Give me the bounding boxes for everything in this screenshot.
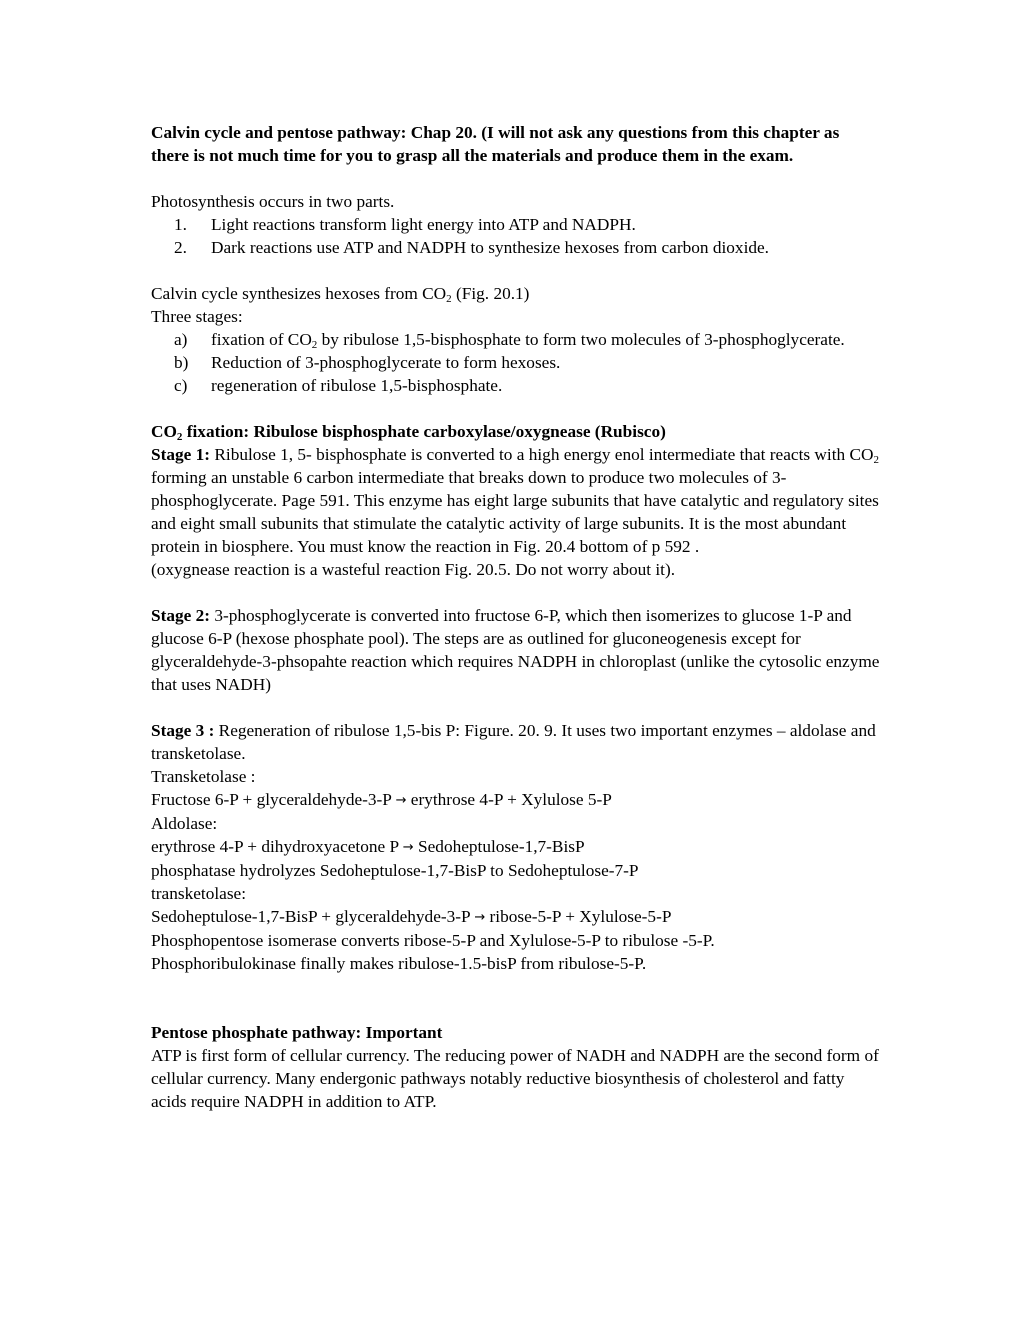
- stage1-paragraph: Stage 1: Ribulose 1, 5- bisphosphate is converted to a high energy enol intermediate that reacts with $CO_2$ forming an unstable 6 carbon intermediate that breaks down to produce two molecules of 3-phosphoglycerate. Page 591. This enzyme has eight large subunits that have catalytic and regulatory sites and eight small subunits that stimulate the catalytic activity of large subunits. It is the most abundant protein in biosphere. You must know the reaction in Fig. 20.4 bottom of p 592 .: [151, 445, 879, 556]
- stages-label: Three stages:: [151, 307, 243, 326]
- pentose-paragraph: ATP is first form of cellular currency. The reducing power of NADH and NADPH are the second form of cellular currency. Many endergonic pathways notably reductive biosynthesis of cholesterol and fatty acids require NADPH in addition to ATP.: [151, 1046, 879, 1111]
- stages-list: [151, 328, 881, 397]
- stage3-label: Stage 3 :: [151, 721, 215, 740]
- stage3-paragraph: Stage 3 : Regeneration of ribulose 1,5-bis P: Figure. 20. 9. It uses two important enzymes – aldolase and transketolase.: [151, 721, 876, 763]
- list-item-text: regeneration of ribulose 1,5-bisphosphate.: [211, 376, 503, 395]
- list-item: [151, 236, 881, 259]
- fixation-heading: $CO_2$ fixation: Ribulose bisphosphate carboxylase/oxygnease (Rubisco): [151, 422, 666, 443]
- list-item: [151, 328, 881, 351]
- stage2-paragraph: Stage 2: 3-phosphoglycerate is converted into fructose 6-P, which then isomerizes to glucose 1-P and glucose 6-P (hexose phosphate pool). The steps are as outlined for gluconeogenesis except for glyceraldehyde-3-phsopahte reaction which requires NADPH in chloroplast (unlike the cytosolic enzyme that uses NADH): [151, 606, 880, 694]
- list-item: [151, 351, 881, 374]
- arrow-right-icon: →: [474, 910, 486, 925]
- document-body: [151, 121, 881, 1113]
- list-item: [151, 374, 881, 397]
- kinase-line: Phosphoribulokinase finally makes ribulose-1.5-bisP from ribulose-5-P.: [151, 954, 647, 973]
- transketolase2-label: transketolase:: [151, 884, 247, 903]
- photosynthesis-list: [151, 213, 881, 259]
- reaction-1: Fructose 6-P + glyceraldehyde-3-P → erythrose 4-P + Xylulose 5-P: [151, 790, 612, 809]
- stage2-label: Stage 2:: [151, 606, 211, 625]
- list-marker: a): [174, 330, 188, 349]
- isomerase-line: Phosphopentose isomerase converts ribose-5-P and Xylulose-5-P to ribulose -5-P.: [151, 931, 715, 950]
- list-item-text: Dark reactions use ATP and NADPH to synthesize hexoses from carbon dioxide.: [211, 238, 770, 257]
- reaction-2: erythrose 4-P + dihydroxyacetone P → Sedoheptulose-1,7-BisP: [151, 837, 585, 856]
- pentose-heading: Pentose phosphate pathway: Important: [151, 1023, 443, 1042]
- stage1-label: Stage 1:: [151, 445, 211, 464]
- photosynthesis-intro: Photosynthesis occurs in two parts.: [151, 192, 395, 211]
- arrow-right-icon: →: [402, 840, 414, 855]
- list-item-text: fixation of $CO_2$ by ribulose 1,5-bisphosphate to form two molecules of 3-phosphoglycerate.: [211, 330, 845, 351]
- list-item-text: Light reactions transform light energy into ATP and NADPH.: [211, 215, 636, 234]
- arrow-right-icon: →: [395, 793, 407, 808]
- transketolase-label: Transketolase :: [151, 767, 256, 786]
- list-item-text: Reduction of 3-phosphoglycerate to form hexoses.: [211, 353, 561, 372]
- oxygenase-note: (oxygnease reaction is a wasteful reaction Fig. 20.5. Do not worry about it).: [151, 560, 676, 579]
- chapter-heading: Calvin cycle and pentose pathway: Chap 20. (I will not ask any questions from this chapter as there is not much time for you to grasp all the materials and produce them in the exam.: [151, 123, 840, 165]
- list-marker: 1.: [174, 215, 187, 234]
- list-marker: 2.: [174, 238, 187, 257]
- reaction-3: Sedoheptulose-1,7-BisP + glyceraldehyde-3-P → ribose-5-P + Xylulose-5-P: [151, 907, 672, 926]
- list-item: [151, 213, 881, 236]
- list-marker: b): [174, 353, 189, 372]
- aldolase-label: Aldolase:: [151, 814, 218, 833]
- phosphatase-line: phosphatase hydrolyzes Sedoheptulose-1,7-BisP to Sedoheptulose-7-P: [151, 861, 639, 880]
- calvin-intro: Calvin cycle synthesizes hexoses from $CO_2$ (Fig. 20.1): [151, 284, 530, 305]
- list-marker: c): [174, 376, 188, 395]
